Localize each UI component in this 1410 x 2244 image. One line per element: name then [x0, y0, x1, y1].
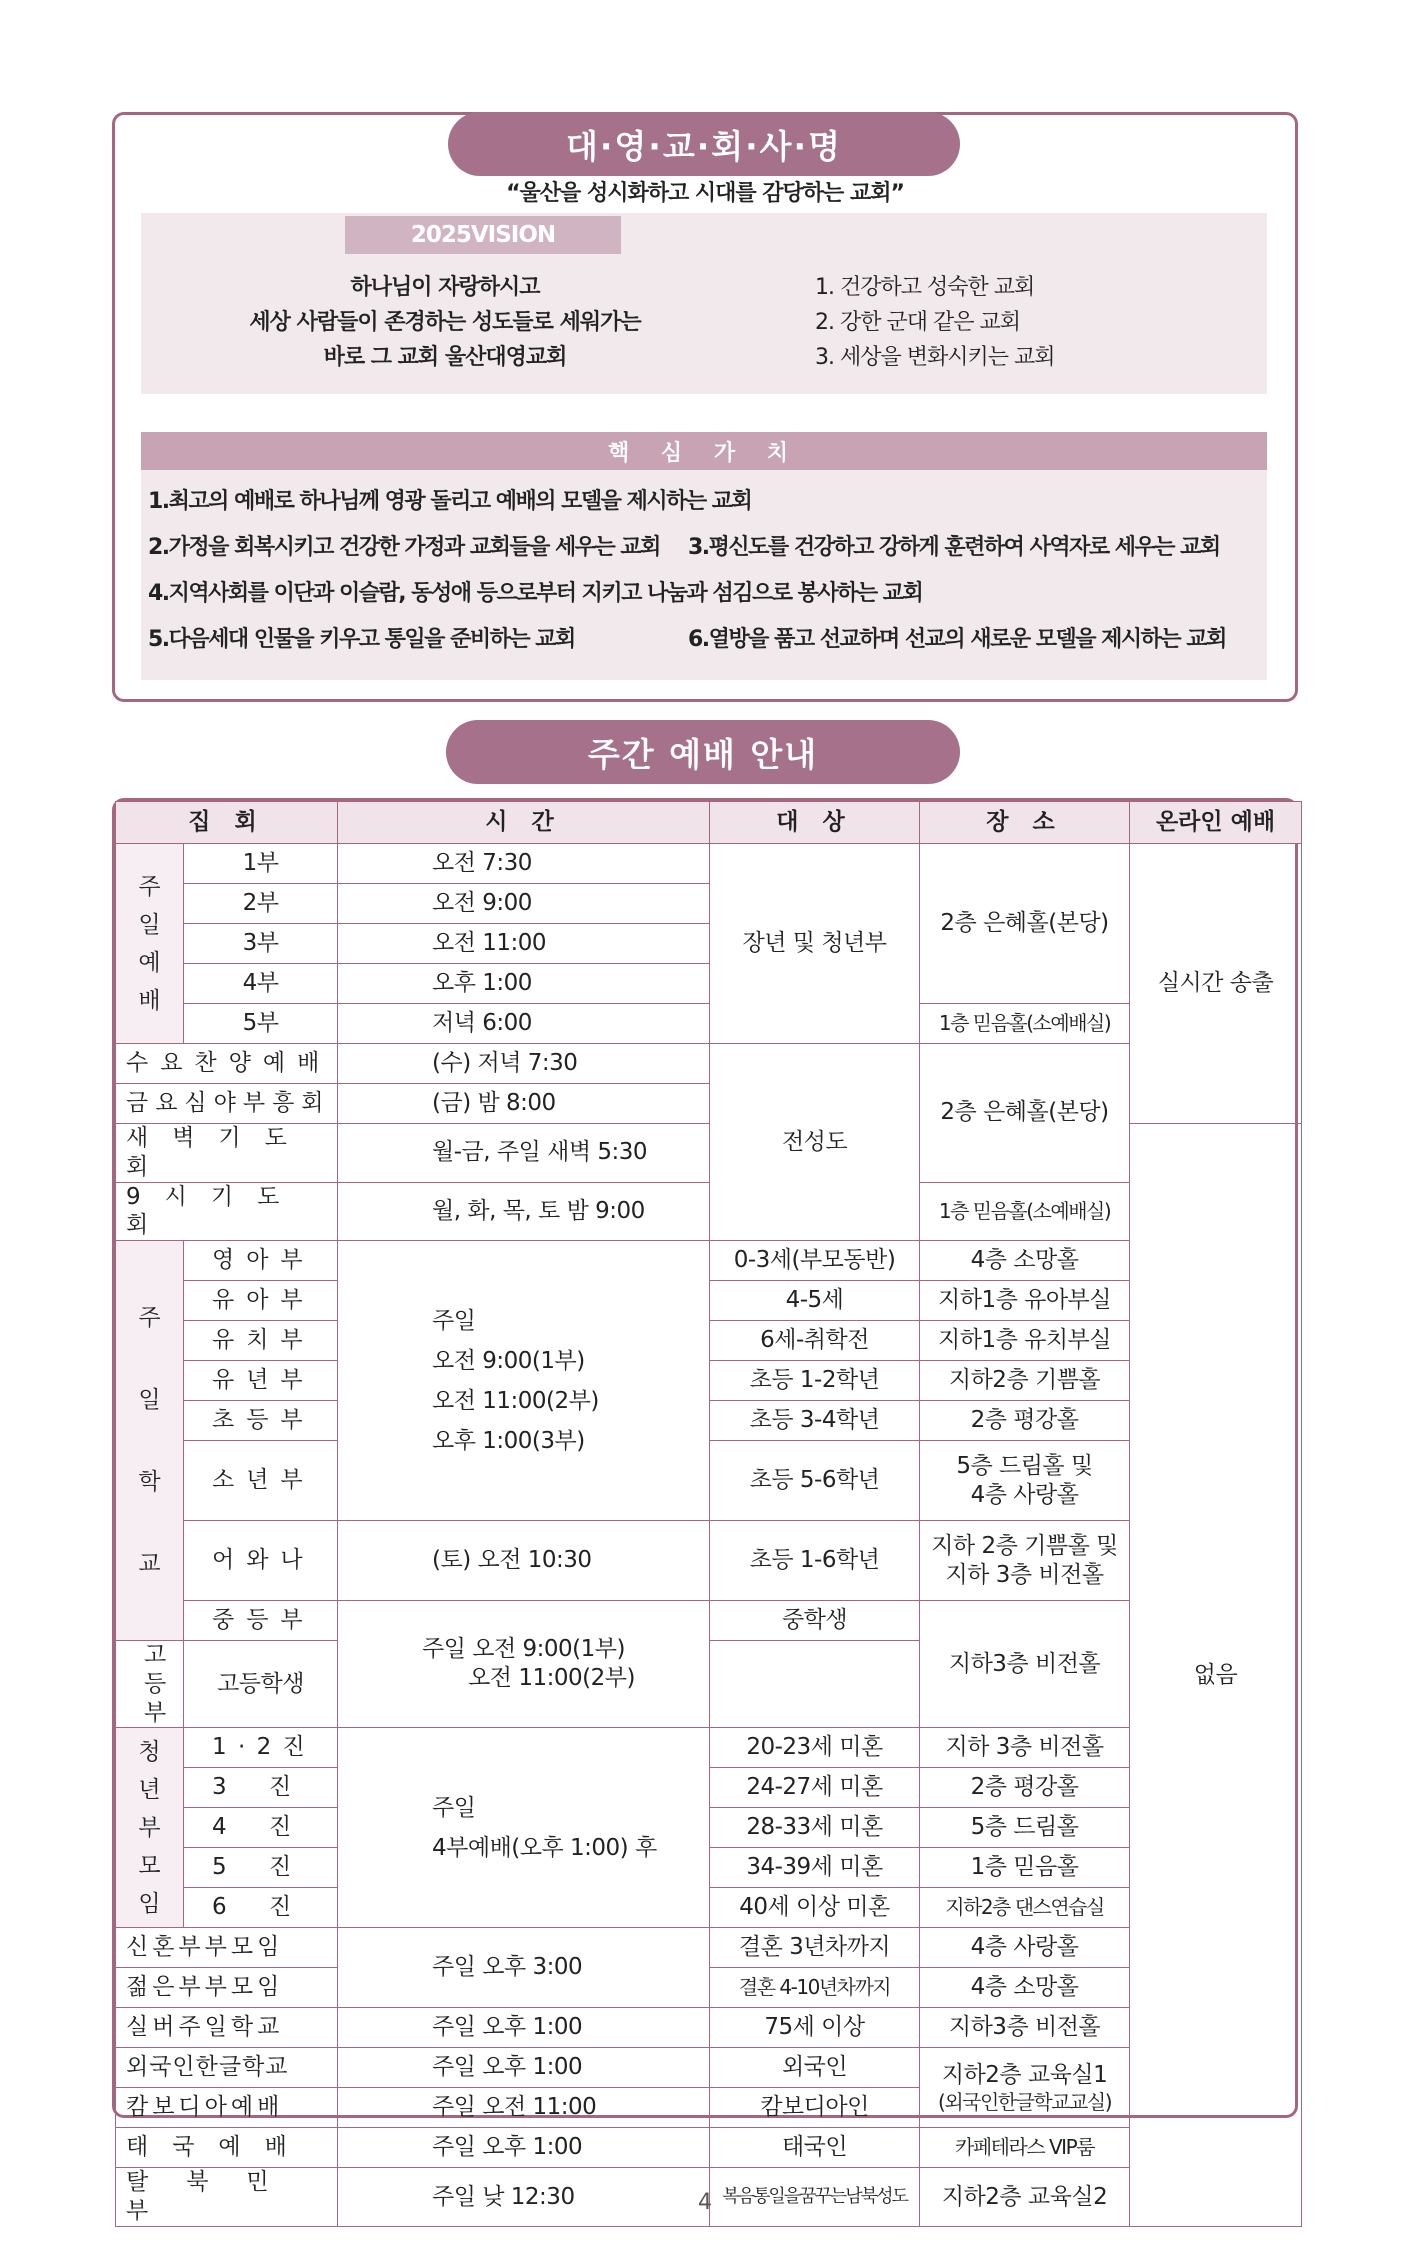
- table-row: [116, 1728, 1302, 1768]
- group-char: 모: [138, 1852, 161, 1879]
- meeting-name: 탈북민부: [116, 2168, 338, 2227]
- table-row: [116, 1241, 1302, 1281]
- mission-motto: “울산을 성시화하고 시대를 감당하는 교회”: [506, 181, 904, 206]
- service-place: 1층 믿음홀(소예배실): [920, 1004, 1130, 1044]
- online-none: 없음: [1130, 1124, 1302, 2227]
- foreign-place: [920, 2048, 1130, 2128]
- vision-tag: 2025VISION: [345, 216, 621, 254]
- place-line: 지하 2층 기쁨홀 및: [931, 1532, 1118, 1559]
- dept-place: 4층 소망홀: [920, 1241, 1130, 1281]
- header-meeting: 집 회: [116, 802, 338, 844]
- core-values-title: 핵 심 가 치: [141, 432, 1267, 470]
- service-time: 저녁 6:00: [338, 1004, 710, 1044]
- youth-target: 24-27세 미혼: [710, 1768, 920, 1808]
- table-row: [116, 1521, 1302, 1561]
- time-line: 4부예배(오후 1:00) 후: [432, 1834, 657, 1861]
- dept-name: 초등부: [184, 1401, 338, 1441]
- dept-target: 0-3세(부모동반): [710, 1241, 920, 1281]
- mission-title: 대·영·교·회·사·명: [448, 112, 960, 176]
- service-name: 5부: [184, 1004, 338, 1044]
- weekday-service-time: (수) 저녁 7:30: [338, 1044, 710, 1084]
- secondary-time: [338, 1601, 710, 1728]
- school-time-line: 오후 1:00(3부): [432, 1427, 585, 1454]
- youth-place: 2층 평강홀: [920, 1768, 1130, 1808]
- core-value: 3.평신도를 건강하고 강하게 훈련하여 사역자로 세우는 교회: [688, 535, 1220, 560]
- vision-line: 세상 사람들이 존경하는 성도들로 세워가는: [249, 310, 641, 335]
- group-char: 년: [138, 1776, 161, 1803]
- dept-target: 6세-취학전: [710, 1321, 920, 1361]
- meeting-name: 신혼부부모임: [116, 1928, 338, 1968]
- service-name: 3부: [184, 924, 338, 964]
- table-row: [116, 1928, 1302, 1968]
- dept-place: 지하2층 기쁨홀: [920, 1361, 1130, 1401]
- youth-group-name: 1 · 2 진: [184, 1728, 338, 1768]
- dept-name: 유년부: [184, 1361, 338, 1401]
- place-line: 지하 3층 비전홀: [945, 1561, 1104, 1588]
- header-online: 온라인 예배: [1130, 802, 1302, 844]
- meeting-target: 75세 이상: [710, 2008, 920, 2048]
- meeting-target: 캄보디아인: [710, 2088, 920, 2128]
- vision-goals: [815, 270, 1235, 375]
- group-char: 주: [138, 873, 161, 900]
- table-row: [116, 1004, 1302, 1044]
- group-char: 일: [138, 911, 161, 938]
- core-value: 2.가정을 회복시키고 건강한 가정과 교회들을 세우는 교회: [148, 535, 660, 560]
- dept-target: 중학생: [710, 1601, 920, 1641]
- dept-name: 소년부: [184, 1441, 338, 1521]
- service-name: 1부: [184, 844, 338, 884]
- meeting-time: 주일 낮 12:30: [338, 2168, 710, 2227]
- sunday-group-label: [116, 844, 184, 1044]
- dept-time: (토) 오전 10:30: [338, 1521, 710, 1601]
- table-row: [116, 2008, 1302, 2048]
- weekday-service-name: 수요찬양예배: [116, 1044, 338, 1084]
- service-time: 오전 9:00: [338, 884, 710, 924]
- sunday-place: 2층 은혜홀(본당): [920, 844, 1130, 1004]
- vision-goal: 1. 건강하고 성숙한 교회: [815, 275, 1035, 300]
- meeting-target: 외국인: [710, 2048, 920, 2088]
- service-name: 2부: [184, 884, 338, 924]
- school-time-line: 오전 9:00(1부): [432, 1347, 585, 1374]
- youth-place: 5층 드림홀: [920, 1808, 1130, 1848]
- dept-name: 유아부: [184, 1281, 338, 1321]
- service-time: 오후 1:00: [338, 964, 710, 1004]
- youth-target: 40세 이상 미혼: [710, 1888, 920, 1928]
- youth-time: [338, 1728, 710, 1928]
- header-place: 장 소: [920, 802, 1130, 844]
- meeting-name: 캄보디아예배: [116, 2088, 338, 2128]
- dept-place: 지하1층 유아부실: [920, 1281, 1130, 1321]
- sunday-target: 장년 및 청년부: [710, 844, 920, 1044]
- meeting-name: 실버주일학교: [116, 2008, 338, 2048]
- dept-target: 초등 5-6학년: [710, 1441, 920, 1521]
- table-row: [116, 2128, 1302, 2168]
- worship-schedule-table: [112, 798, 1298, 2224]
- meeting-target: 태국인: [710, 2128, 920, 2168]
- table-row: [116, 1601, 1302, 1641]
- school-group-label: [116, 1241, 184, 1641]
- weekday-service-name: 새벽기도회: [116, 1124, 338, 1183]
- dept-place: 2층 평강홀: [920, 1401, 1130, 1441]
- school-time: [338, 1241, 710, 1521]
- vision-line: 하나님이 자랑하시고: [350, 275, 540, 300]
- youth-target: 20-23세 미혼: [710, 1728, 920, 1768]
- time-line: 오전 11:00(2부): [468, 1665, 635, 1692]
- group-char: 부: [138, 1814, 161, 1841]
- core-value: 4.지역사회를 이단과 이슬람, 동성애 등으로부터 지키고 나눔과 섬김으로 봉사하는 교회: [148, 581, 923, 606]
- time-line: 주일: [432, 1794, 476, 1821]
- youth-place: 지하2층 댄스연습실: [920, 1888, 1130, 1928]
- meeting-place: 4층 소망홀: [920, 1968, 1130, 2008]
- secondary-place: 지하3층 비전홀: [920, 1601, 1130, 1728]
- service-name: 4부: [184, 964, 338, 1004]
- header-time: 시 간: [338, 802, 710, 844]
- dept-place: 지하1층 유치부실: [920, 1321, 1130, 1361]
- weekday-place: 1층 믿음홀(소예배실): [920, 1182, 1130, 1241]
- youth-group-name: 4 진: [184, 1808, 338, 1848]
- place-line: 4층 사랑홀: [970, 1481, 1079, 1508]
- vision-statement: [200, 270, 690, 375]
- dept-place: [920, 1441, 1130, 1521]
- dept-name: 유치부: [184, 1321, 338, 1361]
- meeting-time: 주일 오후 1:00: [338, 2008, 710, 2048]
- table-row: [116, 844, 1302, 884]
- meeting-name: 외국인한글학교: [116, 2048, 338, 2088]
- header-target: 대 상: [710, 802, 920, 844]
- core-value: 1.최고의 예배로 하나님께 영광 돌리고 예배의 모델을 제시하는 교회: [148, 489, 752, 514]
- core-value: 6.열방을 품고 선교하며 선교의 새로운 모델을 제시하는 교회: [688, 627, 1226, 652]
- dept-target: 4-5세: [710, 1281, 920, 1321]
- meeting-time: 주일 오후 1:00: [338, 2048, 710, 2088]
- vision-goal: 3. 세상을 변화시키는 교회: [815, 345, 1055, 370]
- meeting-time: 주일 오후 1:00: [338, 2128, 710, 2168]
- school-time-line: 오전 11:00(2부): [432, 1387, 599, 1414]
- youth-target: 28-33세 미혼: [710, 1808, 920, 1848]
- group-char: 교: [138, 1550, 161, 1577]
- meeting-time: 주일 오전 11:00: [338, 2088, 710, 2128]
- meeting-place: 4층 사랑홀: [920, 1928, 1130, 1968]
- dept-target: 초등 1-2학년: [710, 1361, 920, 1401]
- group-char: 일: [138, 1386, 161, 1413]
- time-line: 주일 오전 9:00(1부): [422, 1636, 625, 1663]
- dept-name: 영아부: [184, 1241, 338, 1281]
- group-char: 임: [138, 1890, 161, 1917]
- meeting-target: 결혼 3년차까지: [710, 1928, 920, 1968]
- dept-name: 중등부: [184, 1601, 338, 1641]
- table-row: [116, 2048, 1302, 2088]
- weekday-service-time: 월-금, 주일 새벽 5:30: [338, 1124, 710, 1183]
- youth-group-label: [116, 1728, 184, 1928]
- meeting-target: 결혼 4-10년차까지: [710, 1968, 920, 2008]
- vision-goal: 2. 강한 군대 같은 교회: [815, 310, 1020, 335]
- core-value: 5.다음세대 인물을 키우고 통일을 준비하는 교회: [148, 627, 575, 652]
- dept-name: 고등부: [116, 1641, 184, 1728]
- couple-time: 주일 오후 3:00: [338, 1928, 710, 2008]
- worship-title: 주간 예배 안내: [446, 720, 960, 784]
- meeting-place: 지하2층 교육실2: [920, 2168, 1130, 2227]
- weekday-service-name: 금요심야부흥회: [116, 1084, 338, 1124]
- youth-target: 34-39세 미혼: [710, 1848, 920, 1888]
- service-time: 오전 7:30: [338, 844, 710, 884]
- meeting-place: 지하3층 비전홀: [920, 2008, 1130, 2048]
- dept-target: 초등 3-4학년: [710, 1401, 920, 1441]
- school-time-line: 주일: [432, 1307, 476, 1334]
- youth-place: 지하 3층 비전홀: [920, 1728, 1130, 1768]
- group-char: 청: [138, 1738, 161, 1765]
- service-time: 오전 11:00: [338, 924, 710, 964]
- online-live: 실시간 송출: [1130, 844, 1302, 1124]
- place-line: (외국인한글학교교실): [938, 2089, 1112, 2114]
- youth-group-name: 3 진: [184, 1768, 338, 1808]
- meeting-target: 복음통일을꿈꾸는남북성도: [710, 2168, 920, 2227]
- page-number: 4: [698, 2190, 712, 2215]
- weekday-service-name: 9시기도회: [116, 1182, 338, 1241]
- dept-target: 고등학생: [184, 1641, 338, 1728]
- meeting-name: 태국예배: [116, 2128, 338, 2168]
- weekday-service-time: (금) 밤 8:00: [338, 1084, 710, 1124]
- meeting-name: 젊은부부모임: [116, 1968, 338, 2008]
- group-char: 예: [138, 949, 161, 976]
- weekday-place: 2층 은혜홀(본당): [920, 1044, 1130, 1183]
- dept-target: 초등 1-6학년: [710, 1521, 920, 1601]
- table-row: [116, 1044, 1302, 1084]
- youth-group-name: 6 진: [184, 1888, 338, 1928]
- vision-line: 바로 그 교회 울산대영교회: [323, 345, 567, 370]
- youth-place: 1층 믿음홀: [920, 1848, 1130, 1888]
- table-header-row: [116, 802, 1302, 844]
- dept-name: 어와나: [184, 1521, 338, 1601]
- group-char: 학: [138, 1468, 161, 1495]
- place-line: 5층 드림홀 및: [956, 1452, 1093, 1479]
- place-line: 지하2층 교육실1: [941, 2061, 1108, 2088]
- youth-group-name: 5 진: [184, 1848, 338, 1888]
- group-char: 주: [138, 1304, 161, 1331]
- group-char: 배: [138, 987, 161, 1014]
- weekday-target: 전성도: [710, 1044, 920, 1241]
- dept-place: [920, 1521, 1130, 1601]
- weekday-service-time: 월, 화, 목, 토 밤 9:00: [338, 1182, 710, 1241]
- table-row: [116, 1182, 1302, 1241]
- meeting-place: 카페테라스 VIP룸: [920, 2128, 1130, 2168]
